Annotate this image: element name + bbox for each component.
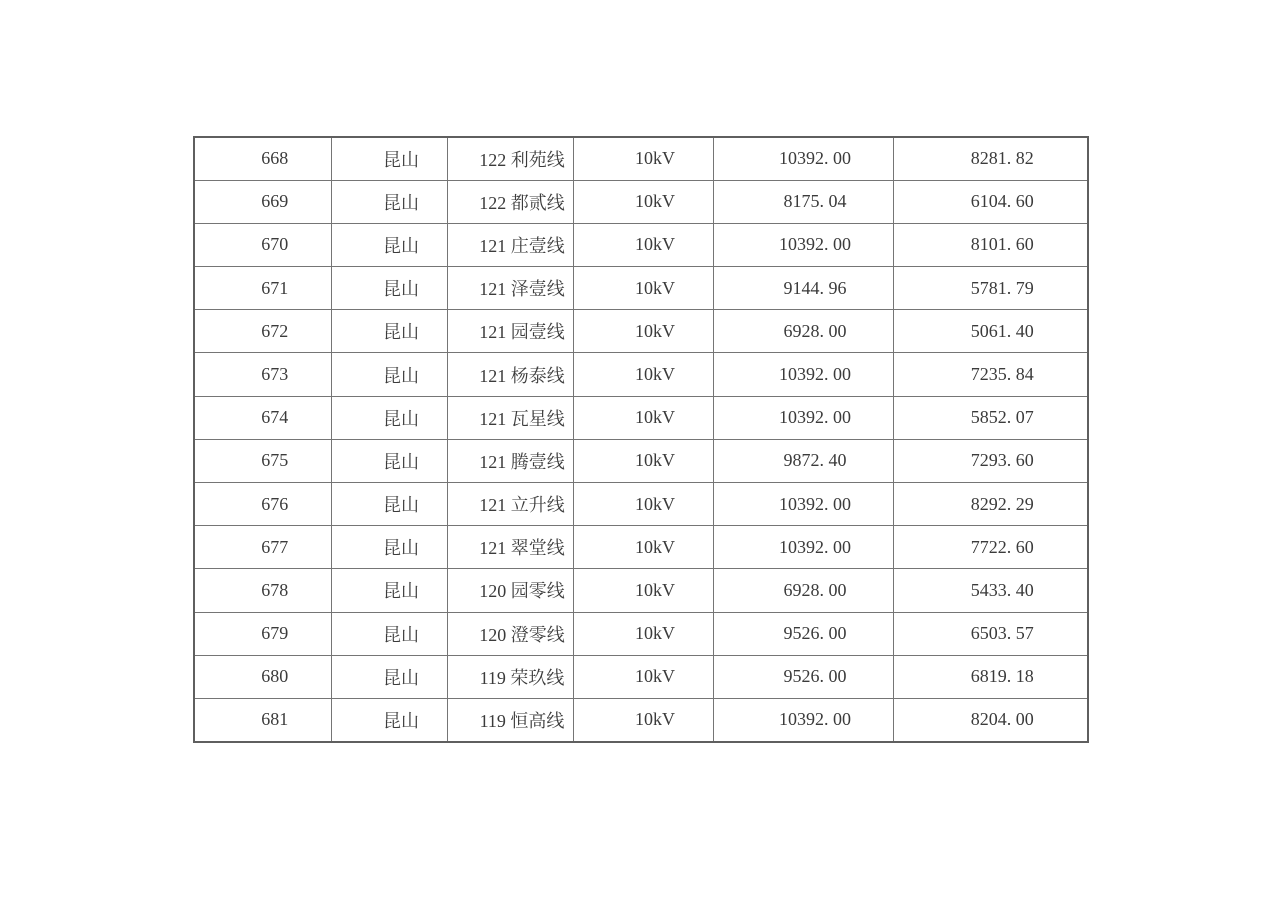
cell-voltage-level: 10kV — [573, 569, 713, 612]
cell-voltage-level: 10kV — [573, 483, 713, 526]
cell-serial-number: 673 — [194, 353, 331, 396]
cell-value-1: 10392. 00 — [713, 698, 893, 741]
cell-serial-number: 678 — [194, 569, 331, 612]
cell-region: 昆山 — [331, 353, 447, 396]
table-row — [194, 526, 1088, 569]
cell-region: 昆山 — [331, 526, 447, 569]
cell-region: 昆山 — [331, 655, 447, 698]
cell-value-1: 10392. 00 — [713, 483, 893, 526]
cell-region: 昆山 — [331, 223, 447, 266]
table-row — [194, 310, 1088, 353]
table-row — [194, 353, 1088, 396]
cell-region: 昆山 — [331, 310, 447, 353]
table-row — [194, 137, 1088, 180]
cell-serial-number: 669 — [194, 180, 331, 223]
table-body — [194, 137, 1088, 742]
table-row — [194, 612, 1088, 655]
cell-line-name: 122 都贰线 — [447, 180, 573, 223]
cell-serial-number: 676 — [194, 483, 331, 526]
table-row — [194, 698, 1088, 741]
cell-voltage-level: 10kV — [573, 310, 713, 353]
cell-value-2: 8281. 82 — [893, 137, 1088, 180]
cell-value-2: 8292. 29 — [893, 483, 1088, 526]
cell-line-name: 120 澄零线 — [447, 612, 573, 655]
table-row — [194, 483, 1088, 526]
cell-line-name: 119 荣玖线 — [447, 655, 573, 698]
table-row — [194, 396, 1088, 439]
cell-region: 昆山 — [331, 483, 447, 526]
cell-serial-number: 679 — [194, 612, 331, 655]
cell-value-2: 5852. 07 — [893, 396, 1088, 439]
cell-region: 昆山 — [331, 698, 447, 741]
cell-serial-number: 681 — [194, 698, 331, 741]
cell-line-name: 121 立升线 — [447, 483, 573, 526]
cell-region: 昆山 — [331, 267, 447, 310]
cell-line-name: 121 瓦星线 — [447, 396, 573, 439]
cell-line-name: 120 园零线 — [447, 569, 573, 612]
cell-value-1: 10392. 00 — [713, 396, 893, 439]
cell-voltage-level: 10kV — [573, 612, 713, 655]
cell-region: 昆山 — [331, 137, 447, 180]
cell-value-1: 9872. 40 — [713, 439, 893, 482]
cell-value-2: 7722. 60 — [893, 526, 1088, 569]
cell-value-2: 6503. 57 — [893, 612, 1088, 655]
cell-region: 昆山 — [331, 569, 447, 612]
cell-region: 昆山 — [331, 612, 447, 655]
cell-voltage-level: 10kV — [573, 223, 713, 266]
cell-line-name: 121 腾壹线 — [447, 439, 573, 482]
cell-value-2: 6819. 18 — [893, 655, 1088, 698]
cell-value-1: 9526. 00 — [713, 655, 893, 698]
cell-value-2: 7293. 60 — [893, 439, 1088, 482]
cell-value-2: 7235. 84 — [893, 353, 1088, 396]
cell-line-name: 119 恒高线 — [447, 698, 573, 741]
cell-line-name: 122 利苑线 — [447, 137, 573, 180]
cell-voltage-level: 10kV — [573, 180, 713, 223]
cell-region: 昆山 — [331, 439, 447, 482]
cell-voltage-level: 10kV — [573, 655, 713, 698]
cell-value-1: 10392. 00 — [713, 353, 893, 396]
cell-serial-number: 668 — [194, 137, 331, 180]
cell-value-1: 6928. 00 — [713, 569, 893, 612]
cell-voltage-level: 10kV — [573, 396, 713, 439]
cell-value-2: 5061. 40 — [893, 310, 1088, 353]
cell-voltage-level: 10kV — [573, 137, 713, 180]
cell-voltage-level: 10kV — [573, 698, 713, 741]
cell-line-name: 121 翠堂线 — [447, 526, 573, 569]
cell-value-1: 10392. 00 — [713, 223, 893, 266]
table-row — [194, 223, 1088, 266]
cell-serial-number: 671 — [194, 267, 331, 310]
cell-value-2: 5433. 40 — [893, 569, 1088, 612]
cell-line-name: 121 园壹线 — [447, 310, 573, 353]
cell-value-2: 6104. 60 — [893, 180, 1088, 223]
cell-serial-number: 672 — [194, 310, 331, 353]
table-row — [194, 655, 1088, 698]
cell-region: 昆山 — [331, 180, 447, 223]
power-line-table — [193, 136, 1089, 743]
table-row — [194, 569, 1088, 612]
cell-voltage-level: 10kV — [573, 526, 713, 569]
cell-value-1: 9144. 96 — [713, 267, 893, 310]
cell-line-name: 121 泽壹线 — [447, 267, 573, 310]
cell-serial-number: 680 — [194, 655, 331, 698]
table-row — [194, 267, 1088, 310]
cell-voltage-level: 10kV — [573, 439, 713, 482]
cell-value-2: 5781. 79 — [893, 267, 1088, 310]
cell-line-name: 121 庄壹线 — [447, 223, 573, 266]
table-row — [194, 180, 1088, 223]
cell-value-2: 8204. 00 — [893, 698, 1088, 741]
cell-value-1: 10392. 00 — [713, 526, 893, 569]
cell-serial-number: 674 — [194, 396, 331, 439]
cell-value-1: 9526. 00 — [713, 612, 893, 655]
cell-serial-number: 670 — [194, 223, 331, 266]
cell-value-1: 6928. 00 — [713, 310, 893, 353]
cell-serial-number: 675 — [194, 439, 331, 482]
cell-value-1: 8175. 04 — [713, 180, 893, 223]
table-row — [194, 439, 1088, 482]
cell-voltage-level: 10kV — [573, 267, 713, 310]
cell-voltage-level: 10kV — [573, 353, 713, 396]
cell-value-2: 8101. 60 — [893, 223, 1088, 266]
cell-value-1: 10392. 00 — [713, 137, 893, 180]
cell-region: 昆山 — [331, 396, 447, 439]
cell-line-name: 121 杨泰线 — [447, 353, 573, 396]
cell-serial-number: 677 — [194, 526, 331, 569]
